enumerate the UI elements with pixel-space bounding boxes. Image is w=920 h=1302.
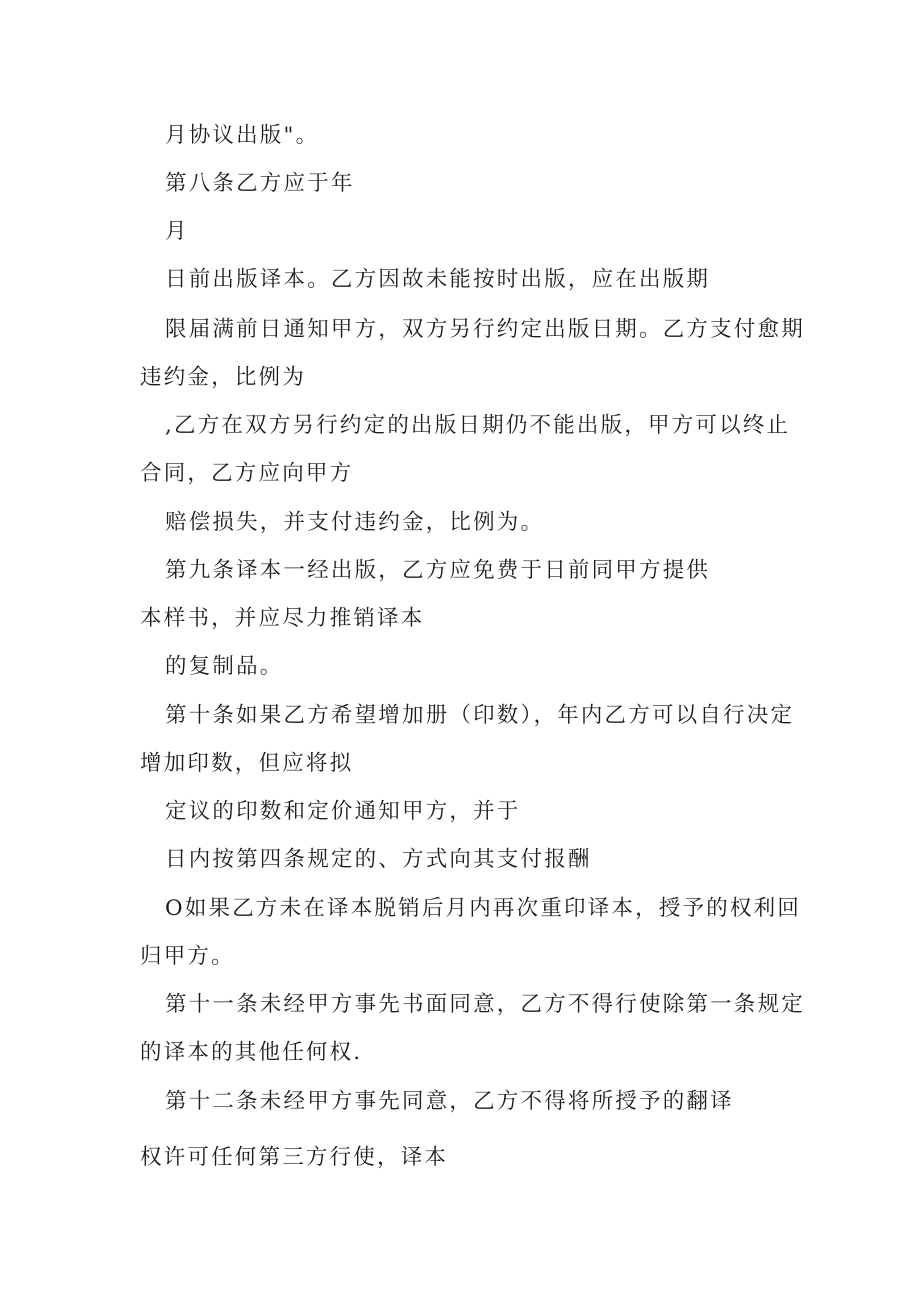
text-line: 月协议出版"。 [165, 123, 320, 148]
article-12-line: 第十二条未经甲方事先同意，乙方不得将所授予的翻译 [165, 1089, 734, 1114]
text-line: ,乙方在双方另行约定的出版日期仍不能出版，甲方可以终止 [165, 413, 791, 438]
text-line: O如果乙方未在译本脱销后月内再次重印译本，授予的权利回 [165, 896, 802, 921]
text-line: 赔偿损失，并支付违约金，比例为。 [165, 510, 545, 535]
text-line: 合同，乙方应向甲方 [140, 461, 354, 486]
article-9-line: 第九条译本一经出版，乙方应免费于日前同甲方提供 [165, 558, 711, 583]
text-line: 归甲方。 [140, 944, 235, 969]
article-8-heading-line: 第八条乙方应于年 [165, 171, 355, 196]
text-line: 定议的印数和定价通知甲方，并于 [165, 799, 521, 824]
text-line: 日内按第四条规定的、方式向其支付报酬 [165, 847, 592, 872]
article-11-line: 第十一条未经甲方事先书面同意，乙方不得行使除第一条规定 [165, 992, 805, 1017]
text-line: 限届满前日通知甲方，双方另行约定出版日期。乙方支付愈期 [165, 317, 805, 342]
text-line: 违约金，比例为 [140, 365, 306, 390]
text-line: 权许可任何第三方行使，译本 [140, 1145, 449, 1170]
text-line: 的译本的其他任何权. [140, 1040, 363, 1065]
text-line: 增加印数，但应将拟 [140, 751, 354, 776]
text-line: 本样书，并应尽力推销译本 [140, 606, 425, 631]
text-line: 的复制品。 [165, 654, 284, 679]
text-line: 月 [165, 219, 189, 244]
text-line: 日前出版译本。乙方因故未能按时出版，应在出版期 [165, 267, 711, 292]
article-10-line: 第十条如果乙方希望增加册（印数），年内乙方可以自行决定 [165, 703, 795, 728]
